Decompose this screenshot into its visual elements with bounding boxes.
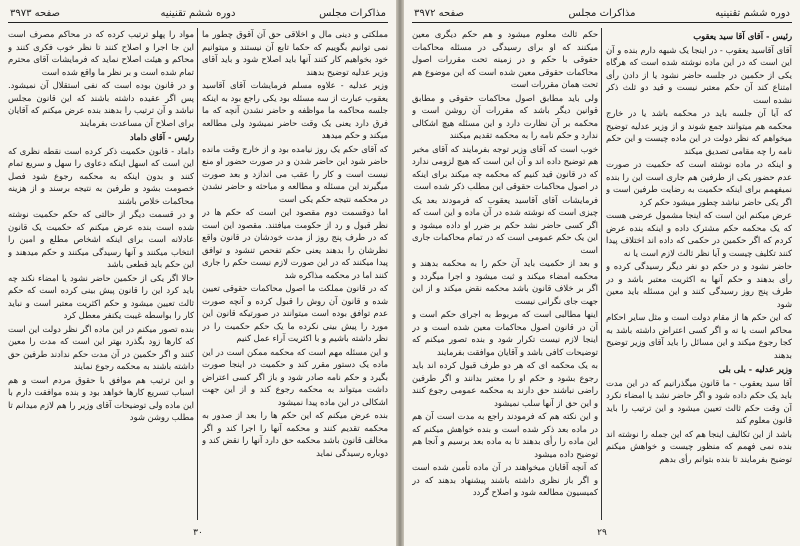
paragraph: خوب است که آقای وزیر توجه بفرمایند که آقای مخبر هم توضیح داده اند و آن این است که هیچ لزومی ندارد که در قانون قید کنیم که محکمه چه میکند برای اینکه در اصول محاکمات حقوقی این مطلب ذکر شده است bbox=[412, 143, 598, 191]
header-page-number: صفحه ۳۹۷۲ bbox=[414, 8, 465, 19]
paragraph: که آقای حکم یک روز نیامده بود و از خارج وقت مانده حاضر شود این حاضر شدن و در صورت حضور او منع نیست است و کار را عقب می اندازد و بعد صورت میگیرند این مسئله و مطالعه و مباحثه و حاضر نشدن در محکمه نتیجه حکم یکی است bbox=[202, 143, 388, 204]
paragraph: که این حکم ها از مقام دولت است و مثل سایر احکام محاکم است یا نه و اگر کسی اعتراض داشته باشد به کجا رجوع میکند و این مسائل را باید آقای وزیر توضیح بدهند bbox=[606, 312, 792, 360]
column-divider bbox=[601, 28, 602, 520]
header-session: دوره ششم تقنینیه bbox=[715, 8, 790, 19]
header-session: دوره ششم تقنینیه bbox=[160, 8, 236, 19]
paragraph: باشد از این تکالیف اینجا هم که این جمله را نوشته اند بنده نمی فهمم که منظور چیست و خواهش میکنم توضیح بفرمایند تا بنده بتوانم رأی بدهم bbox=[606, 428, 792, 464]
paragraph: وزیر عدلیه - علاوه مسلم فرمایشات آقای آقاسید یعقوب عبارت از سه مسئله بود یکی راجع بود به اینکه جلسه محاکمه ما مواظفه و حاضر نشدن آنچه که ما فرق دارد یعنی یک وقت حاضر نمیشود ولی مطالعه میکند و حکم میدهد bbox=[202, 80, 388, 140]
paragraph: اینها مطالبی است که مربوط به اجرای حکم است و آن در قانون اصول محاکمات معین شده است و در اینجا لازم نیست تکرار شود و بنده تصور میکنم که توضیحات کافی باشد و آقایان موافقت بفرمایند bbox=[412, 309, 598, 357]
column-left bbox=[8, 28, 194, 520]
paragraph: اما دوقسمت دوم مقصود این است که حکم ها در نظر قبول و رد از حکومت میافتند. مقصود این است که در طرف پنج روز از مدت خودشان در قانون واقع نظرشان را بدهند یعنی حکم تفحص تنشود و توافق پیدا میکنند که در این صورت لازم نیست حکم را جاری کنند اما در محکمه مذاکره شد bbox=[202, 207, 388, 280]
page-header bbox=[412, 6, 792, 23]
paragraph: آقا سید یعقوب - ما قانون میگذرانیم که در این مدت باید یک حکم داده شود و اگر حاضر نشد یا امضاء نکرد آن وقت حکم ثالث تعیین میشود و این ترتیب را باید قانون معلوم کند bbox=[606, 377, 792, 425]
column-left bbox=[412, 28, 598, 520]
column-divider bbox=[197, 28, 198, 520]
paragraph: حالا اگر یکی از حکمین حاضر نشود یا امضاء نکند چه باید کرد این را قانون پیش بینی کرده است که حکم ثالث تعیین میشود و حکم اکثریت معتبر است و نباید کار را بواسطه غیبت یکنفر معطل کرد bbox=[8, 272, 194, 320]
paragraph: حاضر نشود و در حکم دو نفر دیگر رسیدگی کرده و رأی بدهند و حکم آنها به اکثریت معتبر باشد و در طرف پنج روز رسیدگی کنند و این مسئله باید معین شود bbox=[606, 261, 792, 309]
book-gutter bbox=[396, 0, 404, 546]
paragraph: و اینکه در ماده نوشته است که حکمیت در صورت عدم حضور یکی از طرفین هم جاری است این را بنده نمیفهمم برای اینکه حکمیت به رضایت طرفین است و اگر یکی حاضر نباشد چطور میشود حکم کرد bbox=[606, 159, 792, 207]
speaker-line: رئیس - آقای داماد bbox=[129, 132, 194, 142]
header-title: مذاکرات مجلس bbox=[568, 8, 636, 19]
paragraph: و این نکته هم که فرمودند راجع به مدت است آن هم در ماده بعد ذکر شده است و بنده خواهش میکنم که این ماده را رأی بدهند تا به ماده بعد برسیم و آنجا هم توضیح داده میشود bbox=[412, 411, 598, 459]
paragraph: و در قانون بوده است که نفی استقلال آن نمیشود. پس اگر عقیده داشته باشند که این قانون مجلس نباشد و آن ترتیب را بدهند بنده عرض میکنم که آقایان برای اصلاح آن مساعدت بفرمایند bbox=[8, 80, 194, 128]
header-title: مذاکرات مجلس bbox=[319, 8, 386, 19]
paragraph: مملکتی و دینی مال و اخلاقی حق آن آقوق چطور ما نمی توانیم بگوییم که حکما تابع آن نیستند و میتوانیم خود بخواهیم کار کنند آنها باید اصلاح شود و باید آقای وزیر عدلیه توضیح بدهند bbox=[202, 29, 388, 77]
paragraph: ولی باید مطابق اصول محاکمات حقوقی و مطابق قوانین دیگر باشد که مقررات آن روشن است و محکمه بر آن نظارت دارد و این مسئله هیچ اشکالی ندارد و حکم نامه را به محکمه تقدیم میکنند bbox=[412, 92, 598, 140]
page-footer-number: ۲۹ bbox=[597, 528, 607, 538]
paragraph: داماد - قانون حکمیت ذکر کرده است نقطه نظری که این است که اسهل اینکه دعاوی را سهل و سریع تمام کنند و بدون اینکه به محکمه رجوع شود فصل خصومت بشود و طرفین به نتیجه برسند و از هزینه محاکمات خلاص باشند bbox=[8, 145, 194, 206]
column-right bbox=[606, 28, 792, 520]
paragraph: و این ترتیب هم موافق با حقوق مردم است و هم اسباب تسریع کارها خواهد بود و بنده موافقت دارم با این ماده ولی توضیحات آقای وزیر را هم لازم میدانم تا مطلب روشن شود bbox=[8, 374, 194, 422]
page-header bbox=[8, 6, 388, 23]
header-page-number: صفحه ۳۹۷۳ bbox=[10, 8, 61, 19]
column-right bbox=[202, 28, 388, 520]
speaker-line: وزیر عدلیه - بلی بلی bbox=[718, 364, 792, 374]
paragraph: و در قسمت دیگر از حالتی که حکم حکمیت نوشته شده است بنده عرض میکنم که حکمیت یک قانون عادلانه است برای اینکه اشخاص مطلع و امین را انتخاب میکنند و آنها رسیدگی میکنند و حکم میدهند و این حکم باید قطعی باشد bbox=[8, 209, 194, 269]
paragraph: آقای آقاسید یعقوب - در اینجا یک شبهه دارم بنده و آن این است که در این ماده نوشته شده است که هرگاه یکی از حکمین در جلسه حاضر نشود یا از دادن رأی امتناع کند آن حکم معتبر نیست و قید دو ثلث ذکر نشده است bbox=[606, 44, 792, 105]
paragraph: که آیا آن جلسه باید در محکمه باشد یا در خارج محکمه هم میتوانند جمع شوند و از وزیر عدلیه توضیح میخواهم که نظر دولت در این ماده چیست و این حکم نامه را چه مقامی تصدیق میکند bbox=[606, 108, 792, 156]
paragraph: مواد را پهلو ترتیب کرده که در محاکم مصرف است این جا اجرا و اصلاح کنند تا نظر خوب فکری کنند و محاکم و هیئت اصلاح نماید که فرمایشات آقای محترم تمام شده است و بر نظر ما واقع شده است bbox=[8, 29, 194, 77]
paragraph: به یک محکمه ای که هر دو طرف قبول کرده اند باید رجوع بشود و حکم او را معتبر بدانند و اگر طرفین راضی نباشند حق دارند به محکمه عمومی رجوع کنند و این حق از آنها سلب نمیشود bbox=[412, 360, 598, 408]
paragraph: فرمایشات آقای آقاسید یعقوب که فرمودند بعد یک چیزی است که نوشته شده در آن ماده و این است که اگر کسی حاضر نشد حکم بر ضرر او داده میشود و این یک حکم عمومی است که در تمام محاکمات جاری است bbox=[412, 194, 598, 255]
page-right bbox=[404, 0, 800, 546]
paragraph: و این مسئله مهم است که محکمه ممکن است در این ماده یک دستور مقرر کند و حکمیت در اینجا صورت بگیرد و حکم نامه صادر شود و باز اگر کسی اعتراض داشت میتواند به محکمه رجوع کند و از این جهت اشکالی در این ماده پیدا نمیشود bbox=[202, 346, 388, 407]
paragraph: و بعد از حکمیت باید آن حکم را به محکمه بدهند و محکمه امضاء میکند و ثبت میشود و اجرا میگردد و اگر بر خلاف قانون باشد محکمه نقض میکند و از این جهت جای نگرانی نیست bbox=[412, 258, 598, 306]
page-footer-number: ۳۰ bbox=[193, 528, 203, 538]
paragraph: بنده عرض میکنم که این حکم ها را بعد از صدور به محکمه تقدیم کنند و محکمه آنها را اجرا کند و اگر مخالف قانون باشد محکمه حق دارد آنها را نقض کند و دوباره رسیدگی نماید bbox=[202, 410, 388, 458]
paragraph: عرض میکنم این است که اینجا مشمول عرضی هست که یک محکمه حکم مشترک داده و اینکه بنده عرض کردم که اگر حکمین در حکمی که داده اند اختلاف پیدا کنند تکلیف چیست و آیا نظر ثالث لازم است یا نه bbox=[606, 210, 792, 258]
paragraph: که آنچه آقایان میخواهند در آن ماده تأمین شده است و اگر باز نظری داشته باشند پیشنهاد بدهند که در کمیسیون مطالعه شود و اصلاح گردد bbox=[412, 462, 598, 497]
speaker-line: رئیس - آقای آقا سید یعقوب bbox=[693, 31, 792, 41]
page-left bbox=[0, 0, 396, 546]
paragraph: بنده تصور میکنم در این ماده اگر نظر دولت این است که کارها زود بگذرد بهتر این است که مدت را معین کنند و اگر حکمین در آن مدت حکم ندادند طرفین حق داشته باشند به محکمه رجوع نمایند bbox=[8, 323, 194, 371]
paragraph: حکم ثالث معلوم میشود و هم حکم دیگری معین میکنند که او برای رسیدگی در مسئله محاکمات حقوقی با حکم و در زمینه تحت مقررات اصول محاکمات حقوقی معین شده است که این موضوع هم تحت همان مقررات است bbox=[412, 29, 598, 89]
paragraph: که در قانون مملکت ما اصول محاکمات حقوقی تعیین شده و قانون آن روش را قبول کرده و آنچه صورت عدم توافق بوده است میتوانند در صورتیکه قانون این مورد را پیش بینی نکرده ما یک حکم حکمیت را در نظر داشته باشیم و با اکثریت آراء عمل کنیم bbox=[202, 283, 388, 343]
